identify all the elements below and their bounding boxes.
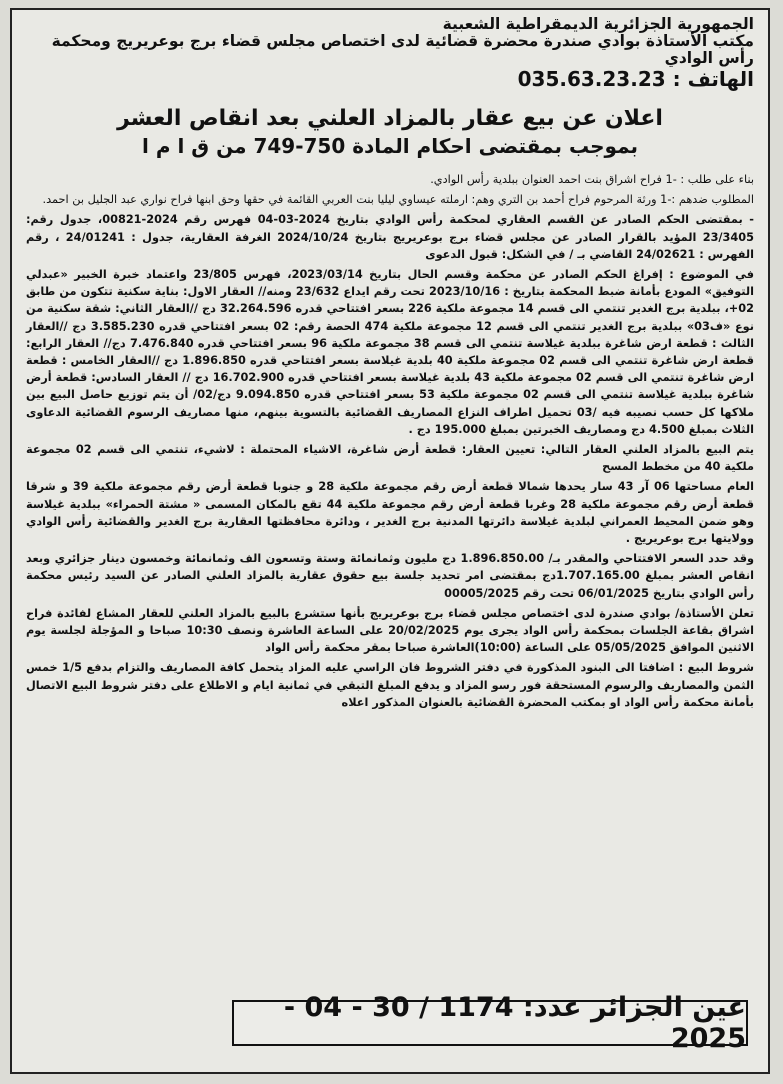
judgment-paragraph: - بمقتضى الحكم الصادر عن القسم العقاري لمحكمة رأس الوادي بتاريخ 2024-03-04 فهرس رقم 2024-00821، جدول رقم: 23/3405 المؤيد بالقرار الصادر عن مجلس قضاء برج بوعريريج بتاريخ 2024/10/24 الغرفة العقارية، جدول : 24/01241 ، رقم الفهرس : 24/02621 القاضي بـ / في الشكل: قبول الدعوى <box>26 213 754 261</box>
auction-date-paragraph: تعلن الأستاذة/ بوادي صندرة لدى اختصاص مجلس قضاء برج بوعريريج بأنها ستشرع بالبيع بالمزاد العلني للعقار المشاع لفائدة فراح اشراق بقاعة الجلسات بمحكمة رأس الواد يجرى يوم 20/02/2025 على الساعة العاشرة ونصف 10:30 صباحا و المؤجلة لجلسة يوم الاثنين الموافق 05/05/2025 على الساعة (10:00)العاشرة صباحا بمقر محكمة رأس الواد <box>26 606 754 655</box>
boundaries-paragraph: العام مساحتها 06 آر 43 سار يحدها شمالا قطعة أرض رقم مجموعة ملكية 28 و جنوبا قطعة أرض رقم مجموعة ملكية 39 و شرقا قطعة أرض رقم مجموعة ملكية 28 وغربا قطعة أرض رقم مجموعة ملكية 44 تقع بالمكان المسمى « مشتة الحمراء» ببلدية غيلاسة وهو ضمن المحيط العمراني لبلدية غيلاسة دائرتها المدنية برج الغدير ، ودائرة محافظتها العقارية برج الغدير والقضائية رأس الوادي وولايتها برج بوعريريج . <box>26 480 754 546</box>
legal-notice <box>10 8 770 1074</box>
issue-reference: عين الجزائر عدد: 1174 / 30 - 04 - 2025 <box>232 1000 748 1046</box>
bailiff-office: مكتب الأستاذة بوادي صندرة محضرة قضائية لدى اختصاص مجلس قضاء برج بوعريريج ومحكمة رأس الوادي <box>51 32 754 67</box>
header <box>26 16 754 91</box>
sale-conditions-paragraph: شروط البيع : اضافتا الى البنود المذكورة في دفتر الشروط فان الراسي عليه المزاد يتحمل كافة المصاريف والتزام بدفع 1/5 خمس الثمن والمصاريف والرسوم المستحقة فور رسو المزاد و يدفع المبلغ التبقي في ثمانية ايام و الاطلاع على دفتر شروط البيع الاتصال بأمانة محكمة رأس الواد او بمكتب المحضرة القضائية بالعنوان المذكور اعلاه <box>26 661 754 709</box>
title-line-2: بموجب بمقتضى احكام المادة 750-749 من ق ا م ا <box>142 134 638 158</box>
property-paragraph: يتم البيع بالمزاد العلني العقار التالي: تعيين العقار: قطعة أرض شاغرة، الاشياء المحتملة : لاشيء، تنتمي الى قسم 02 مجموعة ملكية 40 من مخطط المسح <box>26 443 754 474</box>
requester-paragraph: بناء على طلب : -1 فراح اشراق بنت احمد العنوان ببلدية رأس الوادي. <box>430 173 754 186</box>
subject-paragraph: في الموضوع : إفراغ الحكم الصادر عن محكمة وقسم الحال بتاريخ 2023/03/14، فهرس 23/805 واعتماد خبرة الخبير «عبدلي التوفيق» المودع بأمانة ضبط المحكمة بتاريخ : 2023/10/16 تحت رقم ايداع 23/632 ومنه// العقار الاول: بناية سكنية تتكون من طابق 02+، ببلدية برج الغدير تنتمي الى قسم 14 مجموعة ملكية 226 بسعر افتتاحي قدره 32.264.596 دج //العقار الثاني: شقة سكنية من نوع «ف03» ببلدية برج الغدير تنتمي الى قسم 12 مجموعة ملكية 474 الحصة رقم: 02 بسعر افتتاحي قدره 3.585.230 دج //العقار الثالث : قطعة ارض شاغرة ببلدية غيلاسة تنتمي الى قسم 38 مجموعة ملكية 96 بسعر افتتاحي قدره 7.476.840 دج// العقار الرابع: قطعة ارض شاغرة تنتمي الى قسم 02 مجموعة ملكية 40 بلدية غيلاسة بسعر افتتاحي قدره 1.896.850 دج //العقار الخامس : قطعة ارض شاغرة تنتمي الى قسم 02 مجموعة ملكية 43 بلدية غيلاسة بسعر افتتاحي قدره 16.702.900 دج // العقار السادس: قطعة أرض شاغرة ببلدية غيلاسة تنتمي الى قسم 02 مجموعة ملكية 53 بسعر افتتاحي قدره 9.094.850 دج/02/ أن يتم توزيع حاصل البيع بين ملاكها كل حسب نصيبه فيه /03 تحميل اطراف النزاع المصاريف القضائية بالتسوية بينهم، منها مصاريف الرسوم القضائية الدعاوى الثلاث بمبلغ 4.500 دج ومصاريف الخبرتين بمبلغ 195.000 دج . <box>26 268 755 436</box>
notice-body <box>26 171 754 711</box>
notice-title <box>26 105 754 159</box>
title-line-1: اعلان عن بيع عقار بالمزاد العلني بعد انقاص العشر <box>117 106 663 131</box>
republic-title: الجمهورية الجزائرية الديمقراطية الشعبية <box>442 15 754 33</box>
price-paragraph: وقد حدد السعر الافتتاحي والمقدر بـ/ 1.896.850.00 دج مليون وثمانمائة وستة وتسعون الف وثمانمائة وخمسون دينار جزائري وبعد انقاص العشر بمبلغ 1.707.165.00دج بمقتضى امر تحديد جلسة بيع حقوق عقارية بالمزاد العلني الصادر عن السيد رئيس محكمة رأس الوادي بتاريخ 06/01/2025 تحت رقم 00005/2025 <box>26 552 754 600</box>
respondents-paragraph: المطلوب ضدهم :-1 ورثة المرحوم فراح أحمد بن التري وهم: ارملته عيساوي ليليا بنت العربي القائمة في حقها وحق ابنها فراح نواري عبد الجليل بن احمد. <box>42 193 754 207</box>
phone-number: الهاتف : 035.63.23.23 <box>517 67 754 91</box>
